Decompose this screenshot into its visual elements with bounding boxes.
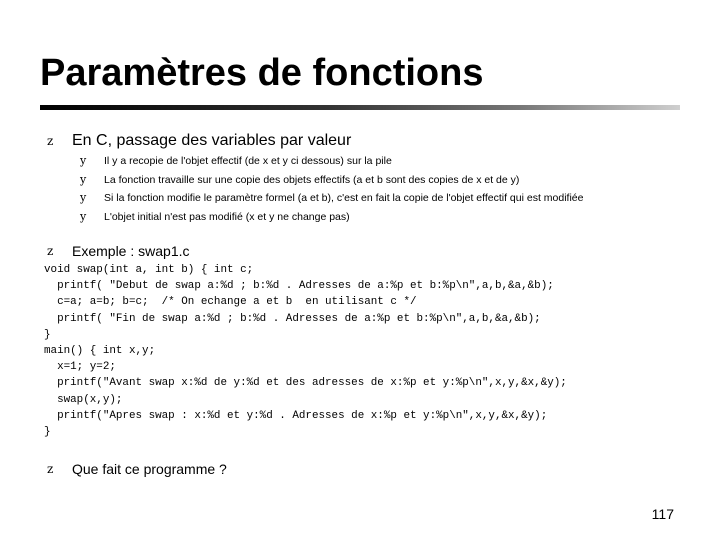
bullet-mark-icon: z bbox=[47, 244, 54, 258]
bullet-example bbox=[47, 244, 190, 258]
code-listing: void swap(int a, int b) { int c; printf( "Debut de swap a:%d ; b:%d . Adresses de a:%p et b:%p\n",a,b,&a,&b); c=a; a=b; b=c; /* On echange a et b en utilisant c */ printf( "Fin de swap a:%d ; b:%d . Adresses de a:%p et b:%p\n",a,b,&a,&b); } main() { int x,y; x=1; y=2; printf("Avant swap x:%d de y:%d et des adresses de x:%p et y:%p\n",x,y,&x,&y); swap(x,y); printf("Apres swap : x:%d et y:%d . Adresses de x:%p et y:%p\n",x,y,&x,&y); } bbox=[44, 264, 567, 439]
title-underline bbox=[40, 105, 680, 110]
sub-bullet-item bbox=[80, 152, 583, 171]
bullet-mark-icon: z bbox=[47, 462, 54, 476]
bullet-mark-icon: z bbox=[47, 134, 54, 148]
sub-bullet-mark-icon: y bbox=[80, 191, 87, 204]
bullet-question-text: Que fait ce programme ? bbox=[72, 461, 227, 477]
sub-bullet-item bbox=[80, 208, 583, 227]
sub-bullet-mark-icon: y bbox=[80, 154, 87, 167]
sub-bullet-text: Si la fonction modifie le paramètre formel (a et b), c'est en fait la copie de l'objet effectif qui est modifiée bbox=[104, 192, 584, 204]
slide-title: Paramètres de fonctions bbox=[40, 52, 484, 94]
sub-bullet-mark-icon: y bbox=[80, 209, 87, 223]
sub-bullet-item bbox=[80, 189, 583, 208]
bullet-example-text: Exemple : swap1.c bbox=[72, 243, 190, 259]
bullet-question bbox=[47, 462, 227, 476]
sub-bullet-mark-icon: y bbox=[80, 172, 87, 186]
sub-bullet-text: La fonction travaille sur une copie des objets effectifs (a et b sont des copies de x et de y) bbox=[104, 173, 520, 186]
bullet-pass-by-value-text: En C, passage des variables par valeur bbox=[72, 132, 352, 149]
sub-bullet-item bbox=[80, 171, 583, 190]
sub-bullet-text: Il y a recopie de l'objet effectif (de x et y ci dessous) sur la pile bbox=[104, 155, 392, 167]
bullet-pass-by-value bbox=[47, 133, 351, 149]
page-number: 117 bbox=[651, 506, 674, 522]
sub-bullet-text: L'objet initial n'est pas modifié (x et y ne change pas) bbox=[104, 210, 350, 223]
sub-bullet-list bbox=[80, 152, 583, 226]
